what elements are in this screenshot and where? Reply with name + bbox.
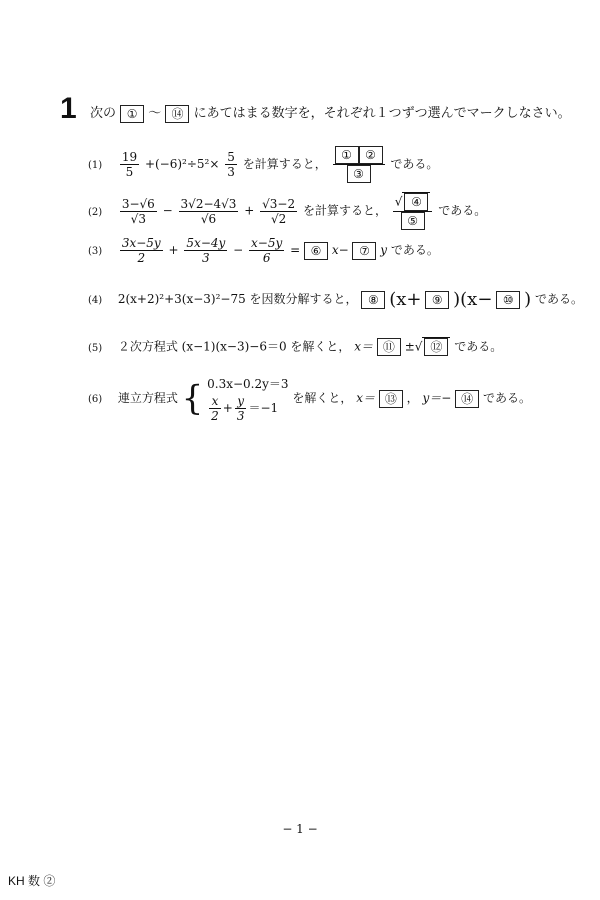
answer-denominator [333,165,385,183]
problem-4 [88,289,583,310]
operator: + [222,401,233,415]
instruction-tilde: ～ [148,106,162,121]
separator: ， [406,391,419,405]
answer-box-first: ① [120,105,144,123]
document-code: KH 数 ② [8,874,56,888]
denominator: √2 [270,211,287,226]
problem-label: (6) [88,394,103,405]
operator: − [162,203,173,218]
answer-box: ⑬ [379,390,403,408]
brace-icon: { [181,378,204,419]
fraction [184,236,227,265]
problem-end: である。 [438,203,487,218]
numerator: 3√2−4√3 [180,196,237,211]
problem-text: を計算すると， [302,203,387,218]
operator: + [168,243,179,257]
answer-box: ④ [404,193,428,211]
variable-y: y [380,243,388,257]
fraction [209,394,221,423]
problem-text: を解くと， [292,391,353,405]
problem-2 [88,192,486,230]
fraction [120,150,139,179]
instruction-pre: 次の [90,106,117,121]
fraction [179,197,239,226]
answer-box: ⑤ [401,212,425,230]
problem-end: である。 [534,292,583,306]
instruction-post: にあてはまる数字を，それぞれ１つずつ選んでマークしなさい。 [193,106,571,121]
answer-fraction [393,192,433,230]
problem-label: (4) [88,295,103,306]
problem-3 [88,236,439,265]
denominator: 3 [236,409,245,423]
answer-numerator [333,146,385,165]
answer-box: ⑨ [425,291,449,309]
page-number: − 1 − [282,822,318,836]
answer-box: ③ [347,165,371,183]
problem-lead: 連立方程式 [117,391,178,405]
numerator: 3−√6 [121,196,155,211]
numerator: 5 [227,150,235,164]
problem-5 [88,337,502,356]
denominator: 2 [137,251,146,265]
x-equals: x＝ [354,339,374,354]
answer-box: ⑩ [496,291,520,309]
question-number: 1 [60,92,77,125]
denominator: √6 [200,211,217,226]
operator: + [244,203,255,218]
numerator: 3x−5y [121,236,161,250]
plus-minus-sqrt: ±√ [404,339,423,354]
numerator: 19 [121,150,138,164]
answer-box: ⑫ [424,338,448,356]
factor-close: ) [524,289,532,310]
answer-box: ⑭ [455,390,479,408]
fraction [225,150,237,179]
denominator: 6 [262,251,271,265]
denominator: 5 [125,165,134,179]
problem-end: である。 [390,243,439,257]
expression: +(−6)²÷5²× [144,157,220,171]
answer-fraction [333,146,385,183]
denominator: √3 [130,211,146,226]
factor-open: (x+ [389,289,422,310]
problem-text: を計算すると， [242,157,327,171]
variable-x: x− [331,243,349,257]
numerator: √3−2 [262,196,296,211]
y-equals: y＝− [422,391,452,405]
answer-box: ① [335,146,359,164]
factor-mid: )(x− [453,289,493,310]
answer-box: ⑧ [361,291,385,309]
problem-label: (2) [88,206,103,218]
answer-box: ⑦ [352,242,376,260]
numerator: y [235,394,247,409]
problem-label: (5) [88,342,103,354]
fraction [260,197,297,226]
denominator: 3 [202,251,210,265]
answer-box: ⑥ [304,242,328,260]
denominator: 2 [211,409,219,423]
equals: = [290,243,301,257]
equation-1: 0.3x−0.2y＝3 [207,377,289,391]
problem-label: (1) [88,160,103,171]
equation-system [207,374,288,423]
numerator: x [209,394,221,409]
problem-label: (3) [88,246,103,257]
equation-rhs: ＝−1 [248,401,279,415]
answer-numerator: √ ④ [393,192,433,212]
fraction [120,197,157,226]
fraction [249,236,284,265]
answer-denominator [393,212,433,230]
answer-box: ⑪ [377,338,401,356]
problem-end: である。 [483,391,532,405]
radical [422,337,450,356]
equation-2 [207,394,288,423]
expression: 2(x+2)²+3(x−3)²−75 を因数分解すると， [117,292,358,306]
problem-1 [88,146,438,183]
operator: − [233,243,244,257]
numerator: x−5y [251,236,283,250]
problem-end: である。 [454,339,503,354]
answer-box-last: ⑭ [165,105,189,123]
problem-end: である。 [390,157,439,171]
instruction [90,102,571,123]
problem-text: ２次方程式 (x−1)(x−3)−6＝0 を解くと， [117,339,351,354]
radical [402,192,430,211]
problem-6 [88,374,531,423]
denominator: 3 [227,165,235,179]
fraction [235,394,247,423]
x-equals: x＝ [356,391,375,405]
answer-box: ② [359,146,383,164]
numerator: 5x−4y [186,236,226,250]
fraction [120,236,163,265]
